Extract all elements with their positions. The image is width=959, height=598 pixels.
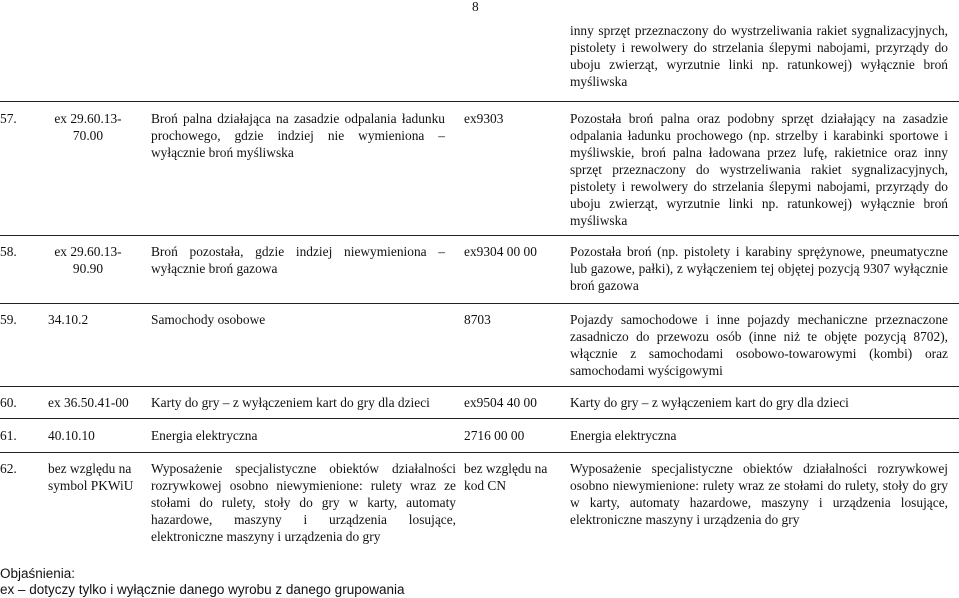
row-number: 62. [0,461,17,476]
pkwiu-code: 34.10.2 [48,312,89,327]
row-divider [0,452,959,453]
cn-description: Pojazdy samochodowe i inne pojazdy mechaniczne przeznaczone zasadniczo do przewozu osób (inne niż te objęte pozycją 8702), włącznie z samochodami osobowo-towarowymi (kombi) oraz samochodami wyścigowymi [570,312,948,378]
footnote-heading: Objaśnienia: [0,566,76,581]
pkwiu-code: ex 36.50.41-00 [48,395,129,410]
cn-code: 8703 [464,312,491,327]
cn-code: bez względu na kod CN [464,461,548,493]
cn-code: 2716 00 00 [464,428,525,443]
product-name: Broń palna działająca na zasadzie odpalania ładunku prochowego, gdzie indziej nie wymieniona – wyłącznie broń myśliwska [151,111,445,160]
row-divider [0,386,959,387]
product-name: Wyposażenie specjalistyczne obiektów działalności rozrywkowej osobno niewymienione: rulety wraz ze stołami do rulety, stoły do gry w karty, automaty hazardowe, maszyny i urządzenia losujące, elektroniczne maszyny i urządzenia do gry [151,461,456,544]
cn-description: Energia elektryczna [570,428,677,443]
continuation-description: inny sprzęt przeznaczony do wystrzeliwania rakiet sygnalizacyjnych, pistolety i rewolwery do strzelania ślepymi nabojami, przyrządy do uboju zwierząt, wyrzutnie linki np. ratunkowej) wyłącznie broń myśliwska [570,23,948,89]
row-divider [0,235,959,236]
row-number: 59. [0,312,17,327]
cn-description: Pozostała broń palna oraz podobny sprzęt działający na zasadzie odpalania ładunku prochowego (np. strzelby i karabinki sportowe i myśliwskie, broń palna ładowana przez lufę, rakietnice oraz inny sprzęt przeznaczony do wystrzeliwania rakiet sygnalizacyjnych, pistolety i rewolwery do strzelania ślepymi nabojami, przyrządy do uboju zwierząt, wyrzutnie linki np. ratunkowej) wyłącznie broń myśliwska [570,111,948,228]
cn-description: Wyposażenie specjalistyczne obiektów działalności rozrywkowej osobno niewymienione: rulety wraz ze stołami do rulety, stoły do gry w karty, automaty hazardowe, maszyny i urządzenia losujące, elektroniczne maszyny i urządzenia do gry [570,461,948,527]
product-name: Broń pozostała, gdzie indziej niewymieniona – wyłącznie broń gazowa [151,244,445,276]
row-divider [0,418,959,419]
pkwiu-code: ex 29.60.13-90.90 [54,244,122,276]
cn-code: ex9303 [464,111,504,126]
row-number: 60. [0,395,17,410]
row-number: 57. [0,111,17,126]
row-number: 58. [0,244,17,259]
pkwiu-code: bez względu na symbol PKWiU [48,461,134,493]
product-name: Samochody osobowe [151,312,266,327]
pkwiu-code: 40.10.10 [48,428,95,443]
footnote-text: ex – dotyczy tylko i wyłącznie danego wyrobu z danego grupowania [0,582,405,597]
cn-description: Karty do gry – z wyłączeniem kart do gry dla dzieci [570,395,849,410]
row-divider [0,101,959,102]
row-number: 61. [0,428,17,443]
pkwiu-code: ex 29.60.13-70.00 [54,111,122,143]
product-name: Karty do gry – z wyłączeniem kart do gry dla dzieci [151,395,430,410]
cn-code: ex9304 00 00 [464,244,537,259]
cn-description: Pozostała broń (np. pistolety i karabiny sprężynowe, pneumatyczne lub gazowe, pałki), z wyłączeniem tej objętej pozycją 9307 wyłącznie broń gazowa [570,244,948,293]
page-number: 8 [472,0,479,14]
product-name: Energia elektryczna [151,428,258,443]
row-divider [0,303,959,304]
cn-code: ex9504 40 00 [464,395,537,410]
